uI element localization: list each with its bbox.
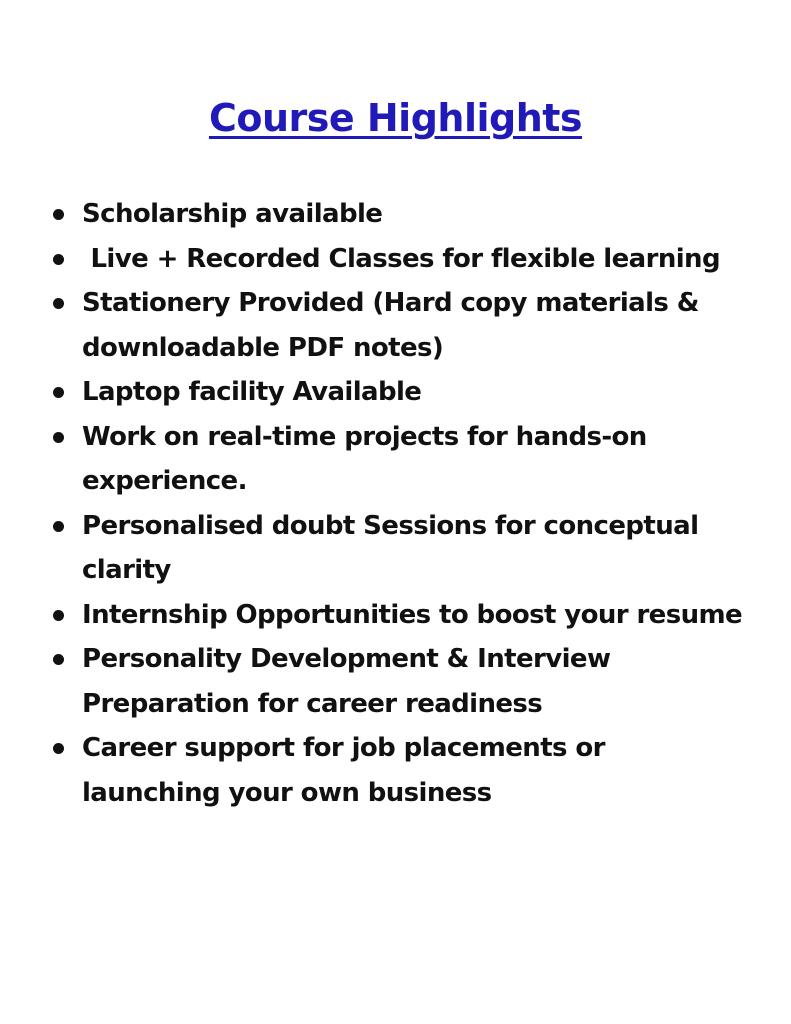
list-item — [0, 593, 791, 638]
bullet-icon — [53, 743, 64, 754]
list-item — [0, 281, 791, 370]
list-item-text: Work on real-time projects for hands-on experience. — [82, 421, 647, 496]
list-item — [0, 370, 791, 415]
list-item-text: Career support for job placements or launching your own business — [82, 733, 605, 808]
bullet-icon — [53, 387, 64, 398]
list-item — [0, 504, 791, 593]
bullet-icon — [53, 521, 64, 532]
list-item — [0, 726, 791, 815]
list-item-text: Personality Development & Interview Preparation for career readiness — [82, 644, 611, 719]
list-item — [0, 237, 791, 282]
bullet-icon — [53, 610, 64, 621]
list-item-text: Personalised doubt Sessions for conceptual clarity — [82, 510, 699, 585]
list-item-text: Stationery Provided (Hard copy materials & downloadable PDF notes) — [82, 288, 699, 363]
bullet-icon — [53, 254, 64, 265]
list-item-text: Laptop facility Available — [82, 377, 422, 407]
highlights-list — [0, 192, 791, 815]
bullet-icon — [53, 654, 64, 665]
list-item — [0, 637, 791, 726]
bullet-icon — [53, 209, 64, 220]
list-item — [0, 415, 791, 504]
page-title: Course Highlights — [208, 96, 583, 140]
list-item — [0, 192, 791, 237]
list-item-text: Scholarship available — [82, 199, 383, 229]
list-item-text: Live + Recorded Classes for flexible learning — [82, 243, 720, 274]
list-item-text: Internship Opportunities to boost your resume — [82, 599, 743, 630]
bullet-icon — [53, 432, 64, 443]
bullet-icon — [53, 298, 64, 309]
